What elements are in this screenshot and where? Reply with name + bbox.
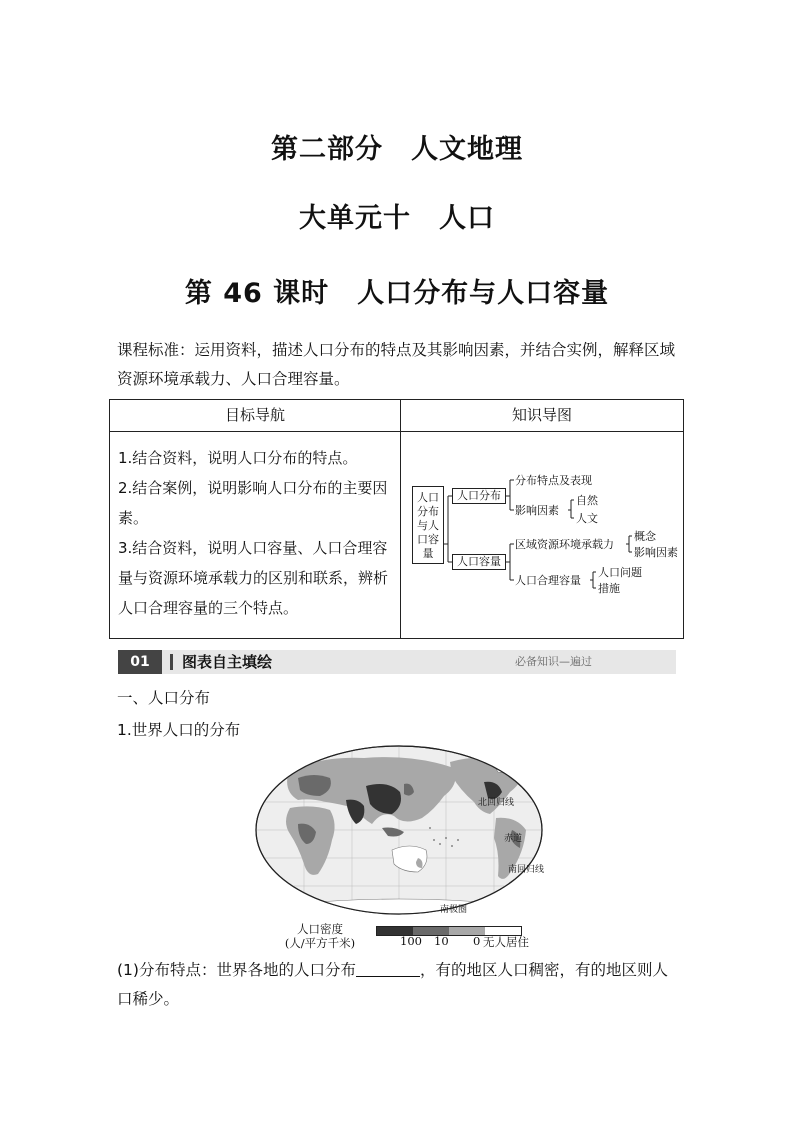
mindmap-node: 概念 xyxy=(634,530,656,543)
goal-item: 2.结合案例，说明影响人口分布的主要因素。 xyxy=(118,479,388,527)
knowledge-mindmap xyxy=(408,436,684,632)
map-label-equator: 赤道 xyxy=(504,834,523,844)
section-divider xyxy=(170,654,173,670)
heading-world-distribution: 1.世界人口的分布 xyxy=(117,721,241,739)
section-bar xyxy=(118,650,676,674)
mindmap-node: 影响因素 xyxy=(515,504,559,517)
section-title: 图表自主填绘 xyxy=(182,653,273,671)
legend-value: 100 xyxy=(400,934,422,948)
section-number: 01 xyxy=(118,650,162,674)
mindmap-branch-distribution: 人口分布 xyxy=(452,488,506,504)
legend-value: 无人居住 xyxy=(483,935,529,949)
mindmap-node: 区域资源环境承载力 xyxy=(515,538,614,551)
mindmap-node: 人口问题 xyxy=(598,566,642,579)
world-population-map xyxy=(254,744,544,916)
mindmap-root-label: 人口分布与人口容量 xyxy=(417,491,439,560)
mindmap-node: 人文 xyxy=(576,512,598,525)
map-label-antarctic-circle: 南极圈 xyxy=(440,905,468,915)
course-standard: 课程标准：运用资料，描述人口分布的特点及其影响因素，并结合实例，解释区域资源环境承载力、人口合理容量。 xyxy=(117,341,676,388)
goal-list xyxy=(118,443,394,623)
goal-header: 目标导航 xyxy=(224,406,285,424)
mindmap-node: 分布特点及表现 xyxy=(515,474,592,487)
map-label-tropic-of-cancer: 北回归线 xyxy=(478,798,515,808)
goal-table xyxy=(109,399,684,639)
map-label-tropic-of-capricorn: 南回归线 xyxy=(508,865,545,875)
goal-item: 1.结合资料，说明人口分布的特点。 xyxy=(118,449,358,467)
mindmap-node: 影响因素 xyxy=(634,546,678,559)
fill-in-question xyxy=(117,956,683,1014)
table-divider xyxy=(110,431,683,432)
section-subtitle: 必备知识—遍过 xyxy=(515,655,592,668)
part-title: 第二部分 人文地理 xyxy=(271,134,523,165)
legend-value: 0 xyxy=(473,934,481,948)
table-divider xyxy=(400,400,401,638)
mindmap-root xyxy=(412,486,444,564)
mindmap-node: 措施 xyxy=(598,582,620,595)
legend-value: 10 xyxy=(434,934,449,948)
world-map-graphic xyxy=(254,744,544,916)
lesson-title: 第 46 课时 人口分布与人口容量 xyxy=(184,278,610,309)
unit-title: 大单元十 人口 xyxy=(299,203,495,234)
legend-title: 人口密度 (人/平方千米) xyxy=(284,922,356,950)
question-text: ，有的地区人口稠密，有的地区则人口稀少。 xyxy=(117,961,668,1008)
answer-blank[interactable] xyxy=(356,958,420,977)
question-text: (1)分布特点：世界各地的人口分布 xyxy=(117,961,356,979)
mindmap-node: 自然 xyxy=(576,494,598,507)
heading-population-distribution: 一、人口分布 xyxy=(117,689,211,707)
mindmap-header: 知识导图 xyxy=(511,406,572,424)
mindmap-node: 人口合理容量 xyxy=(515,574,581,587)
mindmap-branch-capacity: 人口容量 xyxy=(452,554,506,570)
goal-item: 3.结合资料，说明人口容量、人口合理容量与资源环境承载力的区别和联系，辨析人口合理容量的三个特点。 xyxy=(118,539,389,617)
